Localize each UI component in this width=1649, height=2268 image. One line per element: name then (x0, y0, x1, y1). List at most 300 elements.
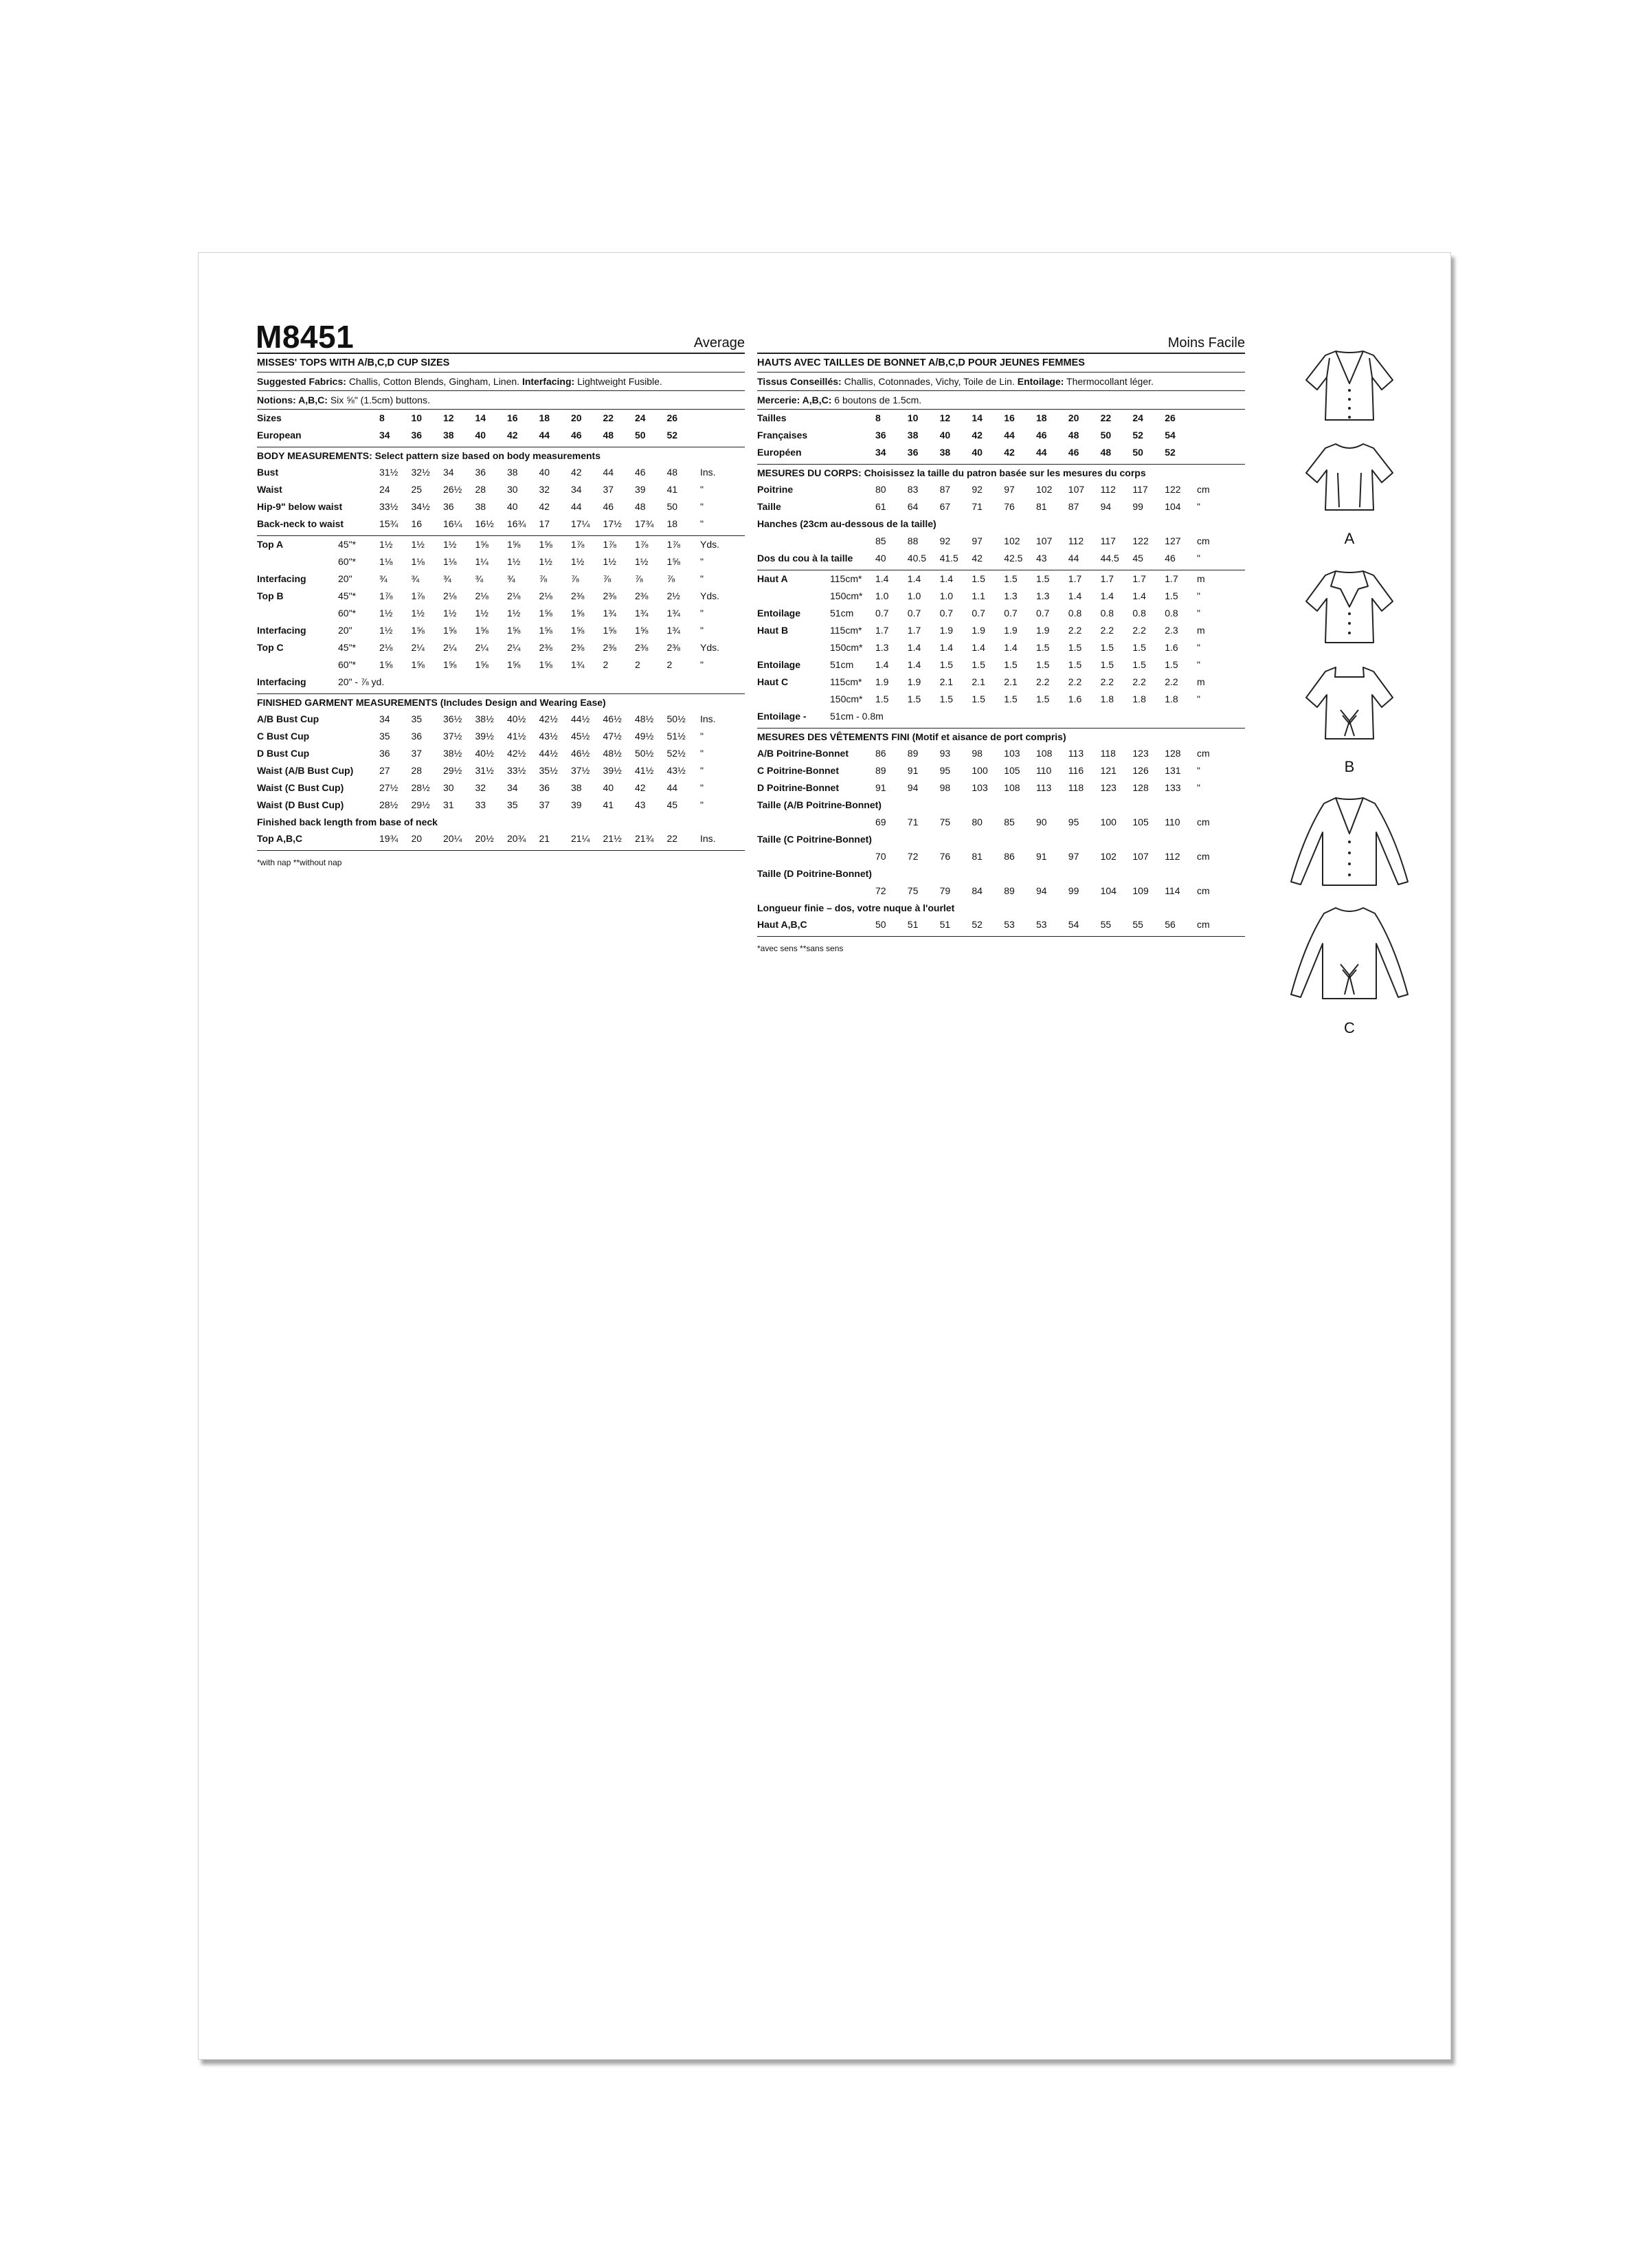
suggested-fabrics-fr (757, 373, 1245, 391)
yardage-row-fr-value: 1.0 (907, 590, 921, 601)
sizes-row-value: 46 (571, 430, 582, 441)
finished-measurement-row-label: D Bust Cup (257, 748, 310, 759)
yardage-row-value: 1½ (379, 539, 393, 550)
yardage-row-fr-value: 1.5 (1100, 642, 1114, 653)
finished-measurement-row-value: 27½ (379, 782, 399, 793)
yardage-row-value: 1⅝ (443, 659, 457, 670)
finished-measurement-row-fr (757, 762, 1245, 779)
yardage-row-fr-value: 0.7 (1036, 608, 1050, 619)
yardage-row-unit: " (700, 608, 704, 619)
french-column (757, 320, 1245, 953)
finished-measurement-row-value: 35 (507, 799, 518, 810)
body-measurement-row-fr-value: 44.5 (1100, 553, 1119, 564)
sizes-row-value: 42 (507, 430, 518, 441)
sizes-row-label: European (257, 430, 302, 441)
finished-measurement-row-value: 52½ (666, 748, 686, 759)
finished-measurement-row-value: 43½ (539, 731, 558, 742)
body-measurement-row-value: 39 (635, 484, 646, 495)
finished-measurement-row-value: 41½ (635, 765, 654, 776)
body-measurement-row-fr-value: 94 (1100, 501, 1112, 512)
body-measurement-row-value: 17¾ (635, 518, 654, 529)
back-length-row-fr-value: 53 (1004, 919, 1015, 930)
finished-measurement-row-value: 50½ (635, 748, 654, 759)
body-measurement-row-fr (757, 550, 1245, 567)
view-a-label: A (1344, 530, 1355, 547)
yardage-row-fr-value: 1.7 (1165, 573, 1178, 584)
yardage-row-fr-value: 0.7 (875, 608, 889, 619)
yardage-row-fr-value: 1.4 (939, 642, 954, 653)
yardage-row-fabric-width: 20" - ⅞ yd. (338, 676, 385, 687)
sizes-row-fr-value: 24 (1132, 412, 1143, 423)
yardage-row-fabric-width: 45"* (338, 590, 356, 601)
yardage-row-value: 1¾ (603, 608, 616, 619)
yardage-row-fr-value: 1.5 (1100, 659, 1114, 670)
finished-measurement-row-unit: " (700, 782, 704, 793)
yardage-row-value: 2⅜ (603, 642, 616, 653)
finished-measurement-row-fr (757, 814, 1245, 831)
yardage-row-fr-value: 0.8 (1100, 608, 1114, 619)
fabrics-text: Challis, Cotton Blends, Gingham, Linen. (348, 376, 520, 387)
body-measurement-row-unit: Ins. (700, 467, 716, 478)
yardage-row-value: 2¼ (443, 642, 457, 653)
finished-measurement-row-fr-value: 99 (1068, 885, 1079, 896)
yardage-row-fr-value: 1.5 (1068, 642, 1082, 653)
body-measurement-row-fr-value: 67 (939, 501, 951, 512)
body-measurement-row-fr-value: 42.5 (1004, 553, 1023, 564)
body-measurement-row-value: 16¾ (507, 518, 526, 529)
yardage-row-value: 1½ (443, 608, 457, 619)
finished-measurement-row-fr-value: 94 (907, 782, 919, 793)
finished-measurement-row-fr-value: 108 (1036, 748, 1053, 759)
yardage-row-fr-fabric-width: 115cm* (830, 676, 862, 687)
finished-measurement-row-fr-value: 109 (1132, 885, 1149, 896)
sizes-row-fr-value: 48 (1068, 430, 1079, 441)
body-measurement-row (257, 481, 745, 498)
finished-measurement-row-unit: " (700, 748, 704, 759)
yardage-row-fr-value: 1.5 (972, 693, 985, 704)
yardage-row-value: 1⅞ (411, 590, 425, 601)
view-b-label: B (1344, 758, 1355, 775)
sizes-row-fr-value: 52 (1132, 430, 1143, 441)
body-measurement-row-fr-value: 42 (972, 553, 983, 564)
yardage-row-fabric-width: 20" (338, 573, 352, 584)
finished-measurement-row-unit: " (700, 765, 704, 776)
finished-measurement-row-fr-label: Taille (A/B Poitrine-Bonnet) (757, 799, 882, 810)
body-measurement-row-value: 15¾ (379, 518, 399, 529)
finished-measurement-row-value: 35 (411, 713, 423, 724)
sizes-row-fr (757, 427, 1245, 444)
finished-measurement-row-value: 35½ (539, 765, 558, 776)
yardage-row-value: ¾ (475, 573, 484, 584)
yardage-row-fr-unit: " (1197, 659, 1200, 670)
yardage-row-value: 1⅝ (571, 625, 585, 636)
body-measurement-row-value: 50 (666, 501, 678, 512)
body-measurement-row-value: 25 (411, 484, 423, 495)
yardage-row-value: 1⅝ (666, 556, 680, 567)
yardage-row-fr-value: 2.2 (1132, 625, 1146, 636)
notions-label-fr: Mercerie: A,B,C: (757, 394, 832, 405)
body-measurement-row-value: 40 (507, 501, 518, 512)
body-measurement-row-fr-value: 97 (972, 535, 983, 546)
body-measurement-row-label: Bust (257, 467, 279, 478)
body-measurement-row-fr-value: 88 (907, 535, 919, 546)
finished-measurement-row-value: 48½ (635, 713, 654, 724)
body-measurement-row-fr-value: 43 (1036, 553, 1047, 564)
yardage-row-value: ¾ (411, 573, 420, 584)
yardage-row-value: 1⅞ (571, 539, 585, 550)
finished-measurement-row-fr-value: 85 (1004, 816, 1015, 827)
yardage-row-fr-value: 1.5 (907, 693, 921, 704)
yardage-row-fr (757, 656, 1245, 674)
yardage-row-fr (757, 639, 1245, 656)
body-measurement-row-fr-unit: cm (1197, 484, 1210, 495)
body-measurement-row (257, 464, 745, 481)
yardage-row-fr-value: 1.5 (1004, 693, 1018, 704)
yardage-row-value: 1⅛ (379, 556, 393, 567)
finished-measurement-row-fr-value: 86 (1004, 851, 1015, 862)
sizes-row-fr-value: 50 (1132, 447, 1143, 458)
finished-measurement-row (257, 745, 745, 762)
body-measurement-row-fr-value: 117 (1100, 535, 1116, 546)
body-measurement-row-fr-value: 102 (1036, 484, 1053, 495)
finished-measurement-row-value: 45 (666, 799, 678, 810)
finished-measurement-row-value: 41½ (507, 731, 526, 742)
finished-measurement-row (257, 779, 745, 797)
sizes-row-fr-value: 12 (939, 412, 951, 423)
sizes-row-fr-value: 48 (1100, 447, 1112, 458)
finished-measurement-row-fr-value: 72 (875, 885, 886, 896)
yardage-row-value: 1½ (379, 608, 393, 619)
yardage-row-fr-value: 1.4 (972, 642, 985, 653)
sizes-row-fr (757, 444, 1245, 461)
finished-measurement-row-value: 45½ (571, 731, 590, 742)
yardage-row-fr (757, 708, 1245, 725)
view-b-back-illustration (1298, 662, 1401, 744)
finished-measurement-row-value: 39½ (475, 731, 494, 742)
garment-illustrations (1270, 332, 1428, 1184)
yardage-row-fr-value: 1.3 (1004, 590, 1018, 601)
finished-measurement-row-fr-label: A/B Poitrine-Bonnet (757, 748, 849, 759)
finished-measurement-row-fr-unit: " (1197, 782, 1200, 793)
finished-measurement-row-fr-value: 107 (1132, 851, 1149, 862)
notions-label: Notions: A,B,C: (257, 394, 328, 405)
sizes-table (257, 410, 745, 447)
sizes-row-fr-value: 40 (939, 430, 951, 441)
yardage-row-value: 2 (603, 659, 609, 670)
finished-measurement-row-fr-value: 102 (1100, 851, 1117, 862)
yardage-row-value: 2⅜ (571, 642, 585, 653)
body-measurement-row-fr-unit: " (1197, 553, 1200, 564)
sizes-row (257, 410, 745, 427)
yardage-row-value: 1⅛ (443, 556, 457, 567)
yardage-row-value: ¾ (379, 573, 388, 584)
fabrics-text-fr: Challis, Cotonnades, Vichy, Toile de Lin. (844, 376, 1015, 387)
yardage-row-unit: " (700, 573, 704, 584)
yardage-row-fr-value: 1.0 (875, 590, 889, 601)
yardage-row-value: 1⅝ (379, 659, 393, 670)
yardage-row-value: 1½ (379, 625, 393, 636)
yardage-row-fr-value: 0.7 (1004, 608, 1018, 619)
finished-measurement-row-fr-value: 95 (1068, 816, 1079, 827)
yardage-row-label: Interfacing (257, 573, 306, 584)
footnote: *with nap **without nap (257, 858, 342, 867)
sizes-row-value: 36 (411, 430, 423, 441)
view-c-label: C (1344, 1019, 1355, 1036)
body-measurement-row-fr-value: 44 (1068, 553, 1079, 564)
finished-measurement-row-value: 28½ (411, 782, 430, 793)
notions-fr (757, 391, 1245, 410)
body-measurement-row-fr-value: 87 (1068, 501, 1079, 512)
body-measurement-row-fr-value: 99 (1132, 501, 1143, 512)
yardage-row-value: 1⅝ (507, 625, 521, 636)
finished-measurement-row-fr-value: 128 (1132, 782, 1149, 793)
finished-measurement-row-value: 37½ (571, 765, 590, 776)
yardage-row-fr-unit: " (1197, 642, 1200, 653)
body-measurement-row-fr-value: 117 (1132, 484, 1148, 495)
finished-measurement-row-fr-value: 95 (939, 765, 951, 776)
yardage-row-value: 2⅛ (507, 590, 521, 601)
finished-measurement-row-value: 29½ (411, 799, 430, 810)
finished-measurement-row-fr-value: 112 (1165, 851, 1180, 862)
finished-measurement-row-fr-value: 114 (1165, 885, 1180, 896)
yardage-row-fr-value: 1.9 (972, 625, 985, 636)
body-measurement-row-fr-value: 122 (1165, 484, 1181, 495)
body-measurement-row-fr-value: 40.5 (907, 553, 927, 564)
sizes-row-fr-value: 50 (1100, 430, 1112, 441)
sizes-row-fr-value: 26 (1165, 412, 1176, 423)
yardage-row-fr-value: 1.9 (939, 625, 954, 636)
body-measurement-row-value: 44 (603, 467, 614, 478)
finished-measurement-row-value: 36½ (443, 713, 462, 724)
sizes-row-fr-value: 52 (1165, 447, 1176, 458)
yardage-row-value: 1½ (507, 608, 521, 619)
yardage-row-fr-unit: " (1197, 693, 1200, 704)
body-measurement-row-fr-value: 83 (907, 484, 919, 495)
yardage-row-fr-value: 2.1 (972, 676, 985, 687)
yardage-row-label: Top B (257, 590, 284, 601)
body-measurement-row-fr (757, 498, 1245, 515)
body-measurement-row-label: Hip-9" below waist (257, 501, 343, 512)
finished-measurement-row-fr-value: 71 (907, 816, 919, 827)
back-length-row-value: 20 (411, 833, 423, 844)
finished-measurement-row-value: 27 (379, 765, 390, 776)
body-measurement-row-value: 38 (507, 467, 518, 478)
yardage-row-fr-value: 1.7 (875, 625, 889, 636)
yardage-row-value: ⅞ (571, 573, 579, 584)
back-length-row-value: 22 (666, 833, 678, 844)
yardage-row-value: 1½ (475, 608, 489, 619)
yardage-row-fr-value: 1.4 (875, 573, 889, 584)
finished-measurement-row-fr-unit: cm (1197, 851, 1210, 862)
sizes-row-fr-value: 14 (972, 412, 983, 423)
yardage-row-fr-value: 0.8 (1068, 608, 1082, 619)
body-measurement-row-value: 44 (571, 501, 582, 512)
sizes-row-fr-label: Françaises (757, 430, 808, 441)
body-measurement-row-label: Waist (257, 484, 282, 495)
yardage-row-value: 1½ (571, 556, 585, 567)
yardage-row-fr-value: 1.7 (1068, 573, 1082, 584)
sizes-row-fr-value: 40 (972, 447, 983, 458)
body-measurement-row-fr-value: 102 (1004, 535, 1020, 546)
finished-measurement-row-value: 37 (539, 799, 550, 810)
finished-measurement-row-value: 35 (379, 731, 390, 742)
body-measurement-row-value: 36 (443, 501, 454, 512)
view-a-front-illustration (1298, 346, 1401, 425)
back-length-row-value: 19¾ (379, 833, 399, 844)
body-measurement-row-fr-value: 71 (972, 501, 983, 512)
yardage-row-fr-value: 0.8 (1132, 608, 1146, 619)
finished-measurement-row-fr-value: 79 (939, 885, 951, 896)
yardage-row-value: 2⅜ (571, 590, 585, 601)
body-measurement-row-fr (757, 533, 1245, 550)
body-measurement-row-fr-label: Taille (757, 501, 781, 512)
body-measurement-row-fr-unit: cm (1197, 535, 1210, 546)
yardage-row-value: 2⅜ (603, 590, 616, 601)
yardage-row-fr-label: Entoilage (757, 659, 801, 670)
body-measurement-row-value: 17½ (603, 518, 622, 529)
yardage-row-fr-value: 2.2 (1100, 676, 1114, 687)
yardage-row-unit: Yds. (700, 590, 720, 601)
yardage-row-fabric-width: 45"* (338, 539, 356, 550)
yardage-row-fr-value: 0.8 (1165, 608, 1178, 619)
yardage-row-value: 2½ (666, 590, 680, 601)
yardage-row-value: 1⅝ (539, 625, 552, 636)
body-measurements-heading-fr: MESURES DU CORPS: Choisissez la taille du patron basée sur les mesures du corps (757, 467, 1146, 478)
sizes-row-fr-value: 38 (939, 447, 951, 458)
yardage-row-value: 1½ (411, 539, 425, 550)
yardage-row-fr-value: 1.6 (1068, 693, 1082, 704)
back-length-row-fr-value: 56 (1165, 919, 1176, 930)
finished-measurement-row-fr-value: 113 (1068, 748, 1084, 759)
yardage-row (257, 536, 745, 553)
sizes-row-value: 24 (635, 412, 646, 423)
yardage-row-value: 1⅝ (539, 608, 552, 619)
yardage-row-fr-fabric-width: 115cm* (830, 625, 862, 636)
finished-measurement-row-label: Waist (C Bust Cup) (257, 782, 344, 793)
sizes-row-label: Sizes (257, 412, 282, 423)
yardage-row-value: 1⅞ (635, 539, 649, 550)
yardage-row-fr (757, 605, 1245, 622)
yardage-row (257, 639, 745, 656)
yardage-row-value: 2¼ (475, 642, 489, 653)
suggested-fabrics (257, 373, 745, 391)
finished-measurement-row-fr-unit: cm (1197, 885, 1210, 896)
finished-measurement-row-value: 43 (635, 799, 646, 810)
finished-measurement-row-value: 37½ (443, 731, 462, 742)
body-measurement-row-fr-value: 107 (1036, 535, 1053, 546)
sizes-row (257, 427, 745, 444)
sizes-row-fr-value: 44 (1004, 430, 1015, 441)
sizes-row-value: 10 (411, 412, 423, 423)
sizes-row-value: 38 (443, 430, 454, 441)
body-measurement-row-fr-value: 81 (1036, 501, 1047, 512)
body-measurement-row-fr (757, 515, 1245, 533)
finished-measurement-row-value: 44½ (571, 713, 590, 724)
body-measurement-row-fr (757, 481, 1245, 498)
footnote-fr: *avec sens **sans sens (757, 944, 844, 953)
yardage-row-value: 2¼ (411, 642, 425, 653)
yardage-row-fr-value: 0.7 (907, 608, 921, 619)
yardage-row-fr (757, 691, 1245, 708)
finished-measurement-row-value: 31 (443, 799, 454, 810)
finished-measurement-row-value: 29½ (443, 765, 462, 776)
finished-measurement-row-unit: " (700, 731, 704, 742)
difficulty-level: Average (693, 335, 745, 351)
english-header (257, 320, 745, 354)
body-measurement-row-fr-value: 122 (1132, 535, 1149, 546)
body-measurement-row-value: 42 (539, 501, 550, 512)
finished-measurement-row-fr-label: D Poitrine-Bonnet (757, 782, 839, 793)
finished-measurement-row-unit: " (700, 799, 704, 810)
finished-measurement-row-fr-value: 118 (1100, 748, 1116, 759)
yardage-row-fr-value: 1.4 (907, 573, 921, 584)
sizes-row-fr-value: 46 (1036, 430, 1047, 441)
sizes-row-fr-label: Tailles (757, 412, 787, 423)
yardage-row (257, 553, 745, 570)
finished-measurement-row-fr-value: 94 (1036, 885, 1047, 896)
finished-measurement-row-fr (757, 797, 1245, 814)
sizes-row-value: 44 (539, 430, 550, 441)
finished-measurement-row-fr-label: C Poitrine-Bonnet (757, 765, 839, 776)
difficulty-level-fr: Moins Facile (1167, 335, 1245, 351)
body-measurement-row-value: 24 (379, 484, 390, 495)
sizes-row-fr-value: 36 (875, 430, 886, 441)
yardage-row-fr-value: 2.3 (1165, 625, 1178, 636)
finished-measurement-row-value: 41 (603, 799, 614, 810)
body-measurement-row-fr-value: 92 (972, 484, 983, 495)
body-measurement-row-fr-value: 46 (1165, 553, 1176, 564)
body-measurement-row-value: 40 (539, 467, 550, 478)
finished-measurements-heading-fr: MESURES DES VÊTEMENTS FINI (Motif et aisance de port compris) (757, 731, 1066, 742)
yardage-row-fr-value: 1.5 (875, 693, 889, 704)
finished-measurement-row-fr-value: 75 (907, 885, 919, 896)
body-measurement-row-unit: " (700, 484, 704, 495)
finished-measurement-row-value: 43½ (666, 765, 686, 776)
sizes-row-fr-value: 18 (1036, 412, 1047, 423)
interfacing-text-fr: Thermocollant léger. (1066, 376, 1154, 387)
finished-measurement-row-value: 36 (539, 782, 550, 793)
yardage-row-fr-value: 2.1 (939, 676, 954, 687)
yardage-row-value: 2⅜ (666, 642, 680, 653)
body-measurement-row-value: 17¼ (571, 518, 590, 529)
sizes-row-value: 48 (603, 430, 614, 441)
finished-measurement-row-fr-unit: cm (1197, 816, 1210, 827)
yardage-row-fr-value: 1.7 (907, 625, 921, 636)
finished-measurement-row-value: 33 (475, 799, 486, 810)
yardage-row-value: 1¾ (635, 608, 649, 619)
body-measurement-row-value: 18 (666, 518, 678, 529)
body-measurement-row-fr-value: 61 (875, 501, 886, 512)
finished-measurement-row-fr-unit: " (1197, 765, 1200, 776)
finished-measurement-row-label: Waist (D Bust Cup) (257, 799, 344, 810)
yardage-row-fr-fabric-width: 150cm* (830, 642, 863, 653)
yardage-row-fr-value: 1.5 (1036, 693, 1050, 704)
sizes-row-fr-value: 8 (875, 412, 881, 423)
yardage-row-fr-value: 1.8 (1165, 693, 1178, 704)
finished-measurement-row-fr-value: 89 (907, 748, 919, 759)
back-length-heading-fr: Longueur finie – dos, votre nuque à l'ourlet (757, 902, 955, 913)
yardage-row-fr-value: 1.5 (1132, 659, 1146, 670)
yardage-row-value: 1⅝ (411, 659, 425, 670)
body-measurement-row-fr-value: 80 (875, 484, 886, 495)
finished-measurement-row-fr-value: 123 (1132, 748, 1149, 759)
pattern-envelope-back (198, 252, 1451, 2060)
body-measurement-row-unit: " (700, 501, 704, 512)
body-measurement-row-fr-value: 127 (1165, 535, 1181, 546)
body-measurement-row-unit: " (700, 518, 704, 529)
yardage-row (257, 622, 745, 639)
finished-measurement-row-value: 50½ (666, 713, 686, 724)
